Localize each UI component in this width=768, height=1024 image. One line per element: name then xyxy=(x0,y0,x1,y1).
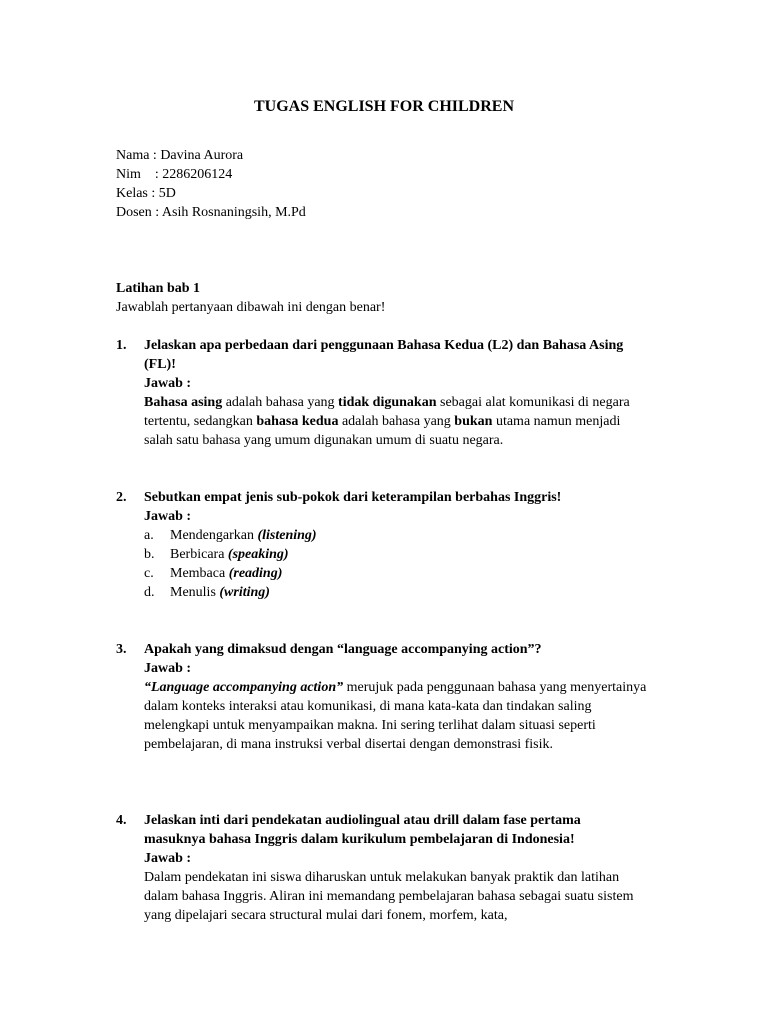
answer-text xyxy=(144,678,654,754)
info-kelas: Kelas : 5D xyxy=(116,186,176,201)
answer-bold: bukan xyxy=(454,414,493,429)
question-1 xyxy=(116,336,656,450)
list-item xyxy=(144,583,656,602)
list-text xyxy=(170,545,289,564)
info-nama: Nama : Davina Aurora xyxy=(116,148,244,163)
list-word: Membaca xyxy=(170,566,229,581)
question-text: Jelaskan inti dari pendekatan audiolingual atau drill dalam fase pertama masuknya bahasa Inggris dalam kurikulum pembelajaran di Indonesia! xyxy=(144,813,581,847)
list-english: (reading) xyxy=(228,566,283,581)
answer-text xyxy=(144,393,644,450)
question-2 xyxy=(116,488,656,602)
jawab-label: Jawab : xyxy=(144,661,192,676)
answer-bold: Bahasa asing xyxy=(144,395,223,410)
question-number: 2. xyxy=(116,490,127,505)
question-text: Jelaskan apa perbedaan dari penggunaan Bahasa Kedua (L2) dan Bahasa Asing (FL)! xyxy=(144,338,624,372)
list-word: Mendengarkan xyxy=(170,528,258,543)
answer-text: Dalam pendekatan ini siswa diharuskan untuk melakukan banyak praktik dan latihan dalam bahasa Inggris. Aliran ini memandang pembelajaran bahasa sebagai suatu sistem yang dipelajari secara structural mulai dari fonem, morfem, kata, xyxy=(144,870,634,923)
section-heading: Latihan bab 1 xyxy=(116,281,201,296)
list-label: c. xyxy=(144,566,154,581)
question-text: Apakah yang dimaksud dengan “language accompanying action”? xyxy=(144,642,542,657)
answer-term: “Language accompanying action” xyxy=(144,680,344,695)
jawab-label: Jawab : xyxy=(144,509,192,524)
jawab-label: Jawab : xyxy=(144,851,192,866)
list-text xyxy=(170,583,270,602)
list-item xyxy=(144,526,656,545)
answer-span: adalah bahasa yang xyxy=(222,395,339,410)
list-label: d. xyxy=(144,585,155,600)
list-item xyxy=(144,564,656,583)
section-instruction: Jawablah pertanyaan dibawah ini dengan benar! xyxy=(116,300,386,315)
list-english: (speaking) xyxy=(227,547,289,562)
answer-bold: bahasa kedua xyxy=(256,414,339,429)
answer-bold: tidak digunakan xyxy=(338,395,437,410)
section-header xyxy=(116,279,385,317)
info-dosen: Dosen : Asih Rosnaningsih, M.Pd xyxy=(116,205,306,220)
list-word: Berbicara xyxy=(170,547,228,562)
question-number: 1. xyxy=(116,338,127,353)
jawab-label: Jawab : xyxy=(144,376,192,391)
answer-span: adalah bahasa yang xyxy=(338,414,455,429)
question-number: 3. xyxy=(116,642,127,657)
question-3 xyxy=(116,640,656,754)
list-english: (writing) xyxy=(219,585,270,600)
question-number: 4. xyxy=(116,813,127,828)
answer-span: sebagai alat komunikasi di negara tertentu, sedangkan xyxy=(144,395,630,429)
answer-list xyxy=(144,526,656,602)
list-text xyxy=(170,564,282,583)
answer-span: merujuk pada penggunaan bahasa yang menyertainya dalam konteks interaksi atau komunikasi, di mana kata-kata dan tindakan saling melengkapi untuk menyampaikan makna. Ini sering terlihat dalam situasi seperti pembelajaran, di mana instruksi verbal disertai dengan demonstrasi fisik. xyxy=(144,680,647,752)
question-4 xyxy=(116,811,656,925)
document-title: TUGAS ENGLISH FOR CHILDREN xyxy=(253,98,515,115)
student-info xyxy=(116,146,306,222)
answer-span: utama namun menjadi salah satu bahasa yang umum digunakan umum di suatu negara. xyxy=(144,414,621,448)
list-label: a. xyxy=(144,528,154,543)
list-label: b. xyxy=(144,547,155,562)
info-nim: Nim : 2286206124 xyxy=(116,167,233,182)
list-word: Menulis xyxy=(170,585,220,600)
question-text: Sebutkan empat jenis sub-pokok dari keterampilan berbahas Inggris! xyxy=(144,490,562,505)
list-english: (listening) xyxy=(257,528,317,543)
list-item xyxy=(144,545,656,564)
list-text xyxy=(170,526,317,545)
